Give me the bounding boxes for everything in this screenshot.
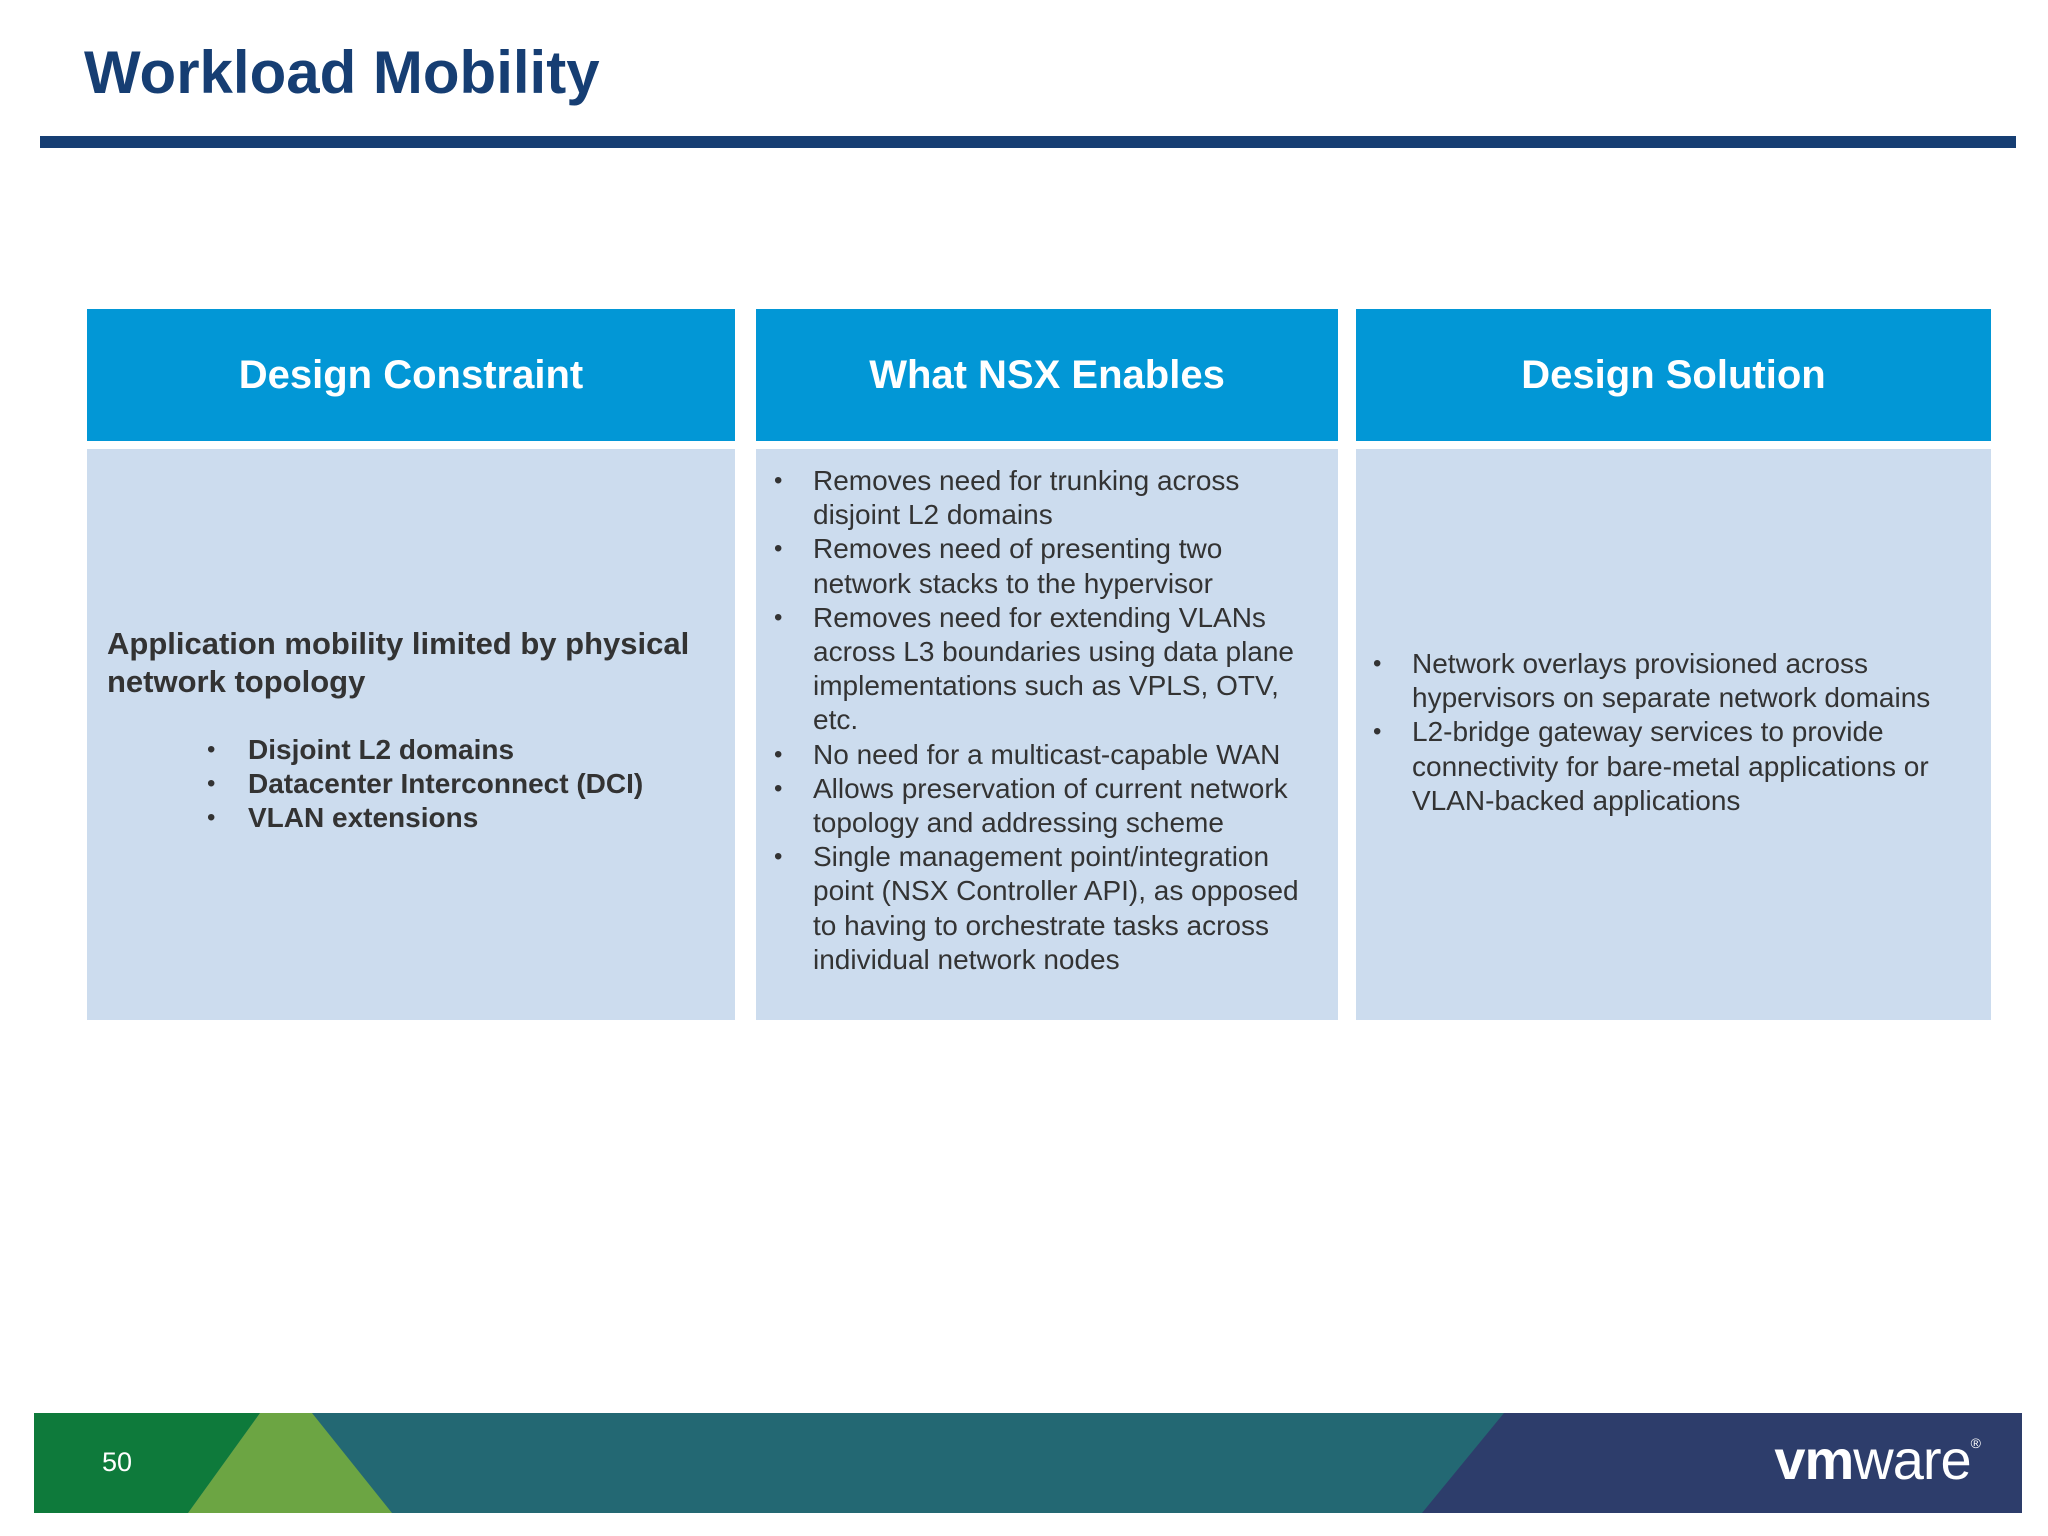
solution-cell (1356, 449, 1991, 1020)
list-item-text: Network overlays provisioned across hypervisors on separate network domains (1412, 648, 1931, 714)
bullet-icon: • (774, 843, 783, 871)
list-item (1373, 715, 1977, 818)
bullet-icon: • (207, 804, 216, 831)
header-label: Design Solution (1521, 352, 1826, 397)
list-item-text: Removes need for extending VLANs across L3 boundaries using data plane implementations such as VPLS, OTV, etc. (813, 601, 1295, 736)
solution-list (1373, 647, 1977, 818)
list-item-text: Disjoint L2 domains (248, 734, 515, 765)
list-item-text: L2-bridge gateway services to provide connectivity for bare-metal applications or VLAN-backed applications (1412, 716, 1929, 816)
bullet-icon: • (1373, 718, 1382, 746)
constraint-content (107, 625, 715, 835)
logo-bold: vm (1774, 1428, 1854, 1491)
header-design-constraint (87, 309, 735, 441)
logo-light: ware (1853, 1428, 1971, 1491)
list-item-text: Removes need of presenting two network stacks to the hypervisor (813, 533, 1223, 599)
list-item-text: Allows preservation of current network topology and addressing scheme (813, 772, 1288, 839)
bullet-icon: • (774, 740, 783, 768)
list-item (1373, 647, 1977, 715)
constraint-list (107, 733, 715, 835)
page-number: 50 (102, 1447, 133, 1477)
vmware-logo (1774, 1427, 1980, 1492)
list-item-text: No need for a multicast-capable WAN (813, 738, 1281, 770)
list-item-text: Removes need for trunking across disjoint L2 domains (813, 465, 1240, 531)
list-item-text: VLAN extensions (248, 802, 479, 833)
bullet-icon: • (774, 535, 783, 563)
list-item (774, 464, 1320, 532)
bullet-icon: • (774, 467, 783, 494)
enables-cell (756, 449, 1338, 1020)
slide-title: Workload Mobility (84, 39, 600, 106)
list-item (774, 532, 1320, 600)
header-label: Design Constraint (238, 352, 584, 397)
bullet-icon: • (1373, 650, 1382, 677)
list-item (207, 767, 715, 801)
footer-graphic (34, 1413, 2022, 1513)
bullet-icon: • (207, 736, 216, 763)
header-what-nsx-enables (756, 309, 1338, 441)
list-item (774, 772, 1320, 840)
title-divider (40, 136, 2016, 148)
header-design-solution (1356, 309, 1991, 441)
logo-mark: ® (1970, 1435, 1980, 1451)
list-item (207, 801, 715, 835)
footer-band (34, 1413, 2022, 1513)
bullet-icon: • (207, 770, 216, 797)
constraint-lead: Application mobility limited by physical network topology (107, 626, 690, 699)
list-item (774, 738, 1320, 772)
list-item (774, 601, 1320, 738)
header-label: What NSX Enables (869, 352, 1225, 397)
list-item (774, 840, 1320, 977)
list-item-text: Datacenter Interconnect (DCI) (248, 768, 644, 799)
list-item (207, 733, 715, 767)
enables-list (774, 464, 1320, 977)
bullet-icon: • (774, 774, 783, 802)
constraint-cell (87, 449, 735, 1020)
bullet-icon: • (774, 603, 783, 631)
list-item-text: Single management point/integration point (NSX Controller API), as opposed to having to orchestrate tasks across individual network nodes (813, 841, 1299, 975)
